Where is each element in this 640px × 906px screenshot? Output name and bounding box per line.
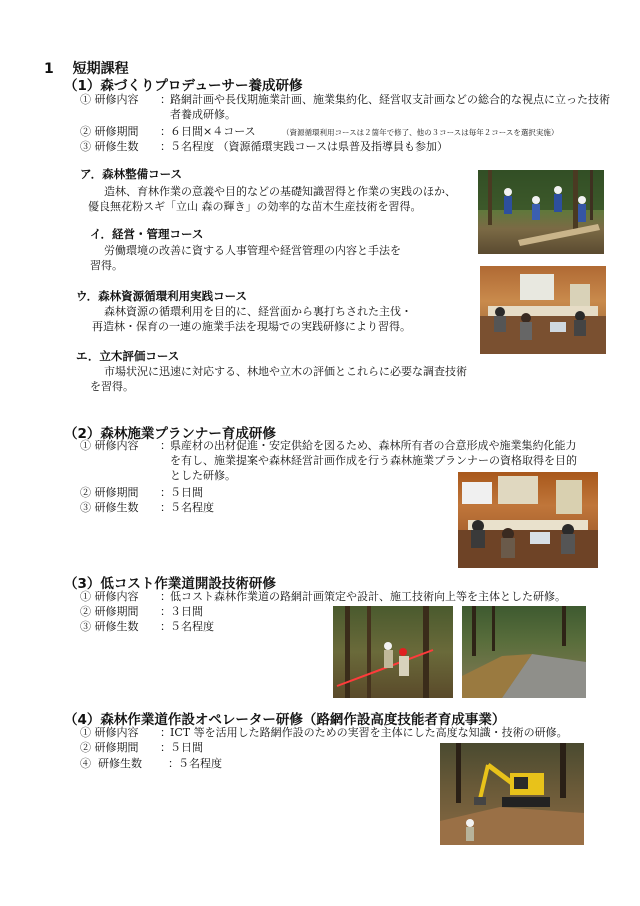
- forest-survey-photo: [333, 606, 453, 698]
- course-1-heading: （1）森づくりプロデューサー養成研修: [64, 78, 303, 94]
- classroom-photo-1: [480, 266, 606, 354]
- excavator-photo: [440, 743, 584, 845]
- subcourse-a-title: ア．森林整備コース: [80, 167, 183, 181]
- course-1-count: ５名程度 （資源循環実践コースは県普及指導員も参加）: [170, 140, 448, 153]
- course-1-period: ６日間×４コース: [170, 125, 256, 138]
- course-1-period-note: （資源循環利用コースは２箇年で修了、他の３コースは毎年２コースを選択実施）: [282, 128, 559, 137]
- course-4-item-2: ② 研修期間: [80, 741, 139, 754]
- forest-work-photo: [478, 170, 604, 254]
- section-number: 1: [44, 61, 54, 77]
- forest-road-photo: [462, 606, 586, 698]
- subcourse-i-title: イ．経営・管理コース: [90, 227, 204, 241]
- classroom-photo-2: [458, 472, 598, 568]
- course-1-item-1: ① 研修内容: [80, 93, 139, 106]
- subcourse-u-title: ウ．森林資源循環利用実践コース: [76, 289, 248, 303]
- course-3-item-3: ③ 研修生数: [80, 620, 139, 633]
- course-3-item-1: ① 研修内容: [80, 590, 139, 603]
- course-2-item-2: ② 研修期間: [80, 486, 139, 499]
- course-4-item-3: ④ 研修生数: [80, 757, 142, 770]
- section-title-text: 短期課程: [72, 61, 129, 77]
- course-2-item-3: ③ 研修生数: [80, 501, 139, 514]
- course-4-heading: （4）森林作業道作設オペレーター研修（路網作設高度技能者育成事業）: [64, 712, 506, 728]
- course-4-item-1: ① 研修内容: [80, 726, 139, 739]
- course-2-heading: （2）森林施業プランナー育成研修: [64, 426, 276, 442]
- subcourse-e-title: エ．立木評価コース: [76, 349, 180, 363]
- course-1-item-3: ③ 研修生数: [80, 140, 139, 153]
- course-3-heading: （3）低コスト作業道開設技術研修: [64, 576, 276, 592]
- course-3-item-2: ② 研修期間: [80, 605, 139, 618]
- course-1-item-2: ② 研修期間: [80, 125, 139, 138]
- course-1-content-text: 路網計画や長伐期施業計画、施業集約化、経営収支計画などの総合的な視点に立った技術者養成研修。: [170, 93, 610, 121]
- course-2-item-1: ① 研修内容: [80, 439, 139, 452]
